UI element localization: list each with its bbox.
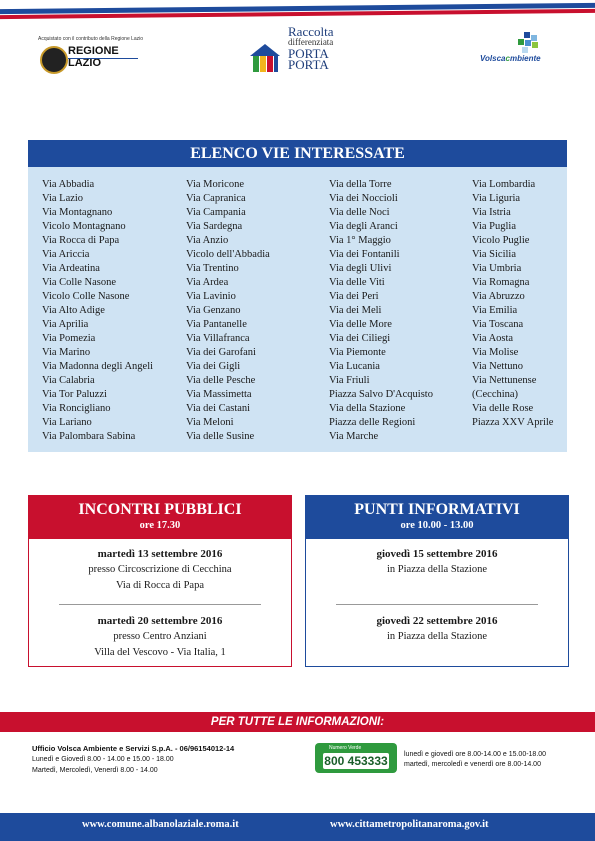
street-item: Via Genzano: [186, 305, 241, 316]
street-item: Via Lombardia: [472, 179, 536, 190]
street-item: Via Liguria: [472, 193, 521, 204]
street-item: Via Alto Adige: [42, 305, 105, 316]
streets-column-4: [472, 178, 553, 430]
street-item: Via Aprilia: [42, 319, 89, 330]
house-icon: [248, 42, 282, 74]
link-comune-url[interactable]: www.comune.albanolaziale.roma.it: [82, 819, 239, 830]
numero-verde-badge: [315, 743, 397, 773]
street-item: Via Abbadia: [42, 179, 95, 190]
street-item: Via Nettuno: [472, 361, 523, 372]
event-location: in Piazza della Stazione: [386, 631, 487, 642]
street-item: Via della Torre: [329, 179, 392, 190]
event-address: Villa del Vescovo - Via Italia, 1: [94, 647, 226, 658]
street-item: Via Toscana: [472, 319, 524, 330]
street-item: Via Sardegna: [186, 221, 243, 232]
volsca-ambiente-logo: [476, 32, 566, 80]
street-item: Via dei Ciliegi: [329, 333, 391, 344]
street-item: Via Anzio: [186, 235, 229, 246]
street-item: Via Ardeatina: [42, 263, 100, 274]
street-item: Via Nettunense: [472, 375, 537, 386]
street-item: Via degli Aranci: [329, 221, 398, 232]
street-item: Via dei Meli: [329, 305, 382, 316]
streets-column-3: [329, 178, 433, 444]
street-item: Piazza XXV Aprile: [472, 417, 554, 428]
event-date: martedì 20 settembre 2016: [97, 615, 223, 627]
streets-title: ELENCO VIE INTERESSATE: [28, 140, 567, 167]
street-item: Via dei Peri: [329, 291, 379, 302]
street-item: Via Lazio: [42, 193, 84, 204]
street-item: Via della Stazione: [329, 403, 406, 414]
street-item: Via Madonna degli Angeli: [42, 361, 154, 372]
street-item: Via Lucania: [329, 361, 380, 372]
street-item: Via Palombara Sabina: [42, 431, 136, 442]
street-item: Via 1° Maggio: [329, 235, 391, 246]
volsca-squares-icon: [514, 32, 544, 54]
street-item: Via Aosta: [472, 333, 514, 344]
volsca-wordmark: Volscacmbiente: [480, 54, 541, 63]
toll-free-number[interactable]: 800 453333: [324, 754, 388, 768]
regione-lazio-logo: [38, 36, 158, 86]
street-item: Via dei Noccioli: [329, 193, 398, 204]
street-item: Via Villafranca: [186, 333, 250, 344]
office-name-phone: Ufficio Volsca Ambiente e Servizi S.p.A. - 06/96154012-14: [32, 744, 235, 753]
lazio-emblem-icon: [40, 46, 68, 74]
street-item: Via Ariccia: [42, 249, 90, 260]
punti-informativi-panel: [305, 495, 569, 667]
street-item: Piazza Salvo D'Acquisto: [329, 389, 433, 400]
lazio-caption: Acquistato con il contributo della Regione Lazio: [38, 36, 144, 42]
street-item: Via Puglia: [472, 221, 516, 232]
rpp-line1: Raccolta: [288, 24, 334, 39]
office-hours-2: Martedì, Mercoledì, Venerdì 8.00 - 14.00: [32, 767, 158, 774]
street-item: Via degli Ulivi: [329, 263, 392, 274]
incontri-header: [29, 496, 291, 539]
street-item: Via Trentino: [186, 263, 239, 274]
street-item: Via Abruzzo: [472, 291, 525, 302]
street-item: Via Colle Nasone: [42, 277, 117, 288]
street-item: Via dei Castani: [186, 403, 251, 414]
streets-box: [28, 140, 567, 452]
street-item: Via Tor Paluzzi: [42, 389, 107, 400]
divider: [336, 604, 538, 605]
street-item: Via Roncigliano: [42, 403, 111, 414]
toll-free-hours: [404, 750, 546, 770]
street-item: Via Moricone: [186, 179, 244, 190]
street-item: Via Ardea: [186, 277, 229, 288]
street-item: Via Marche: [329, 431, 379, 442]
office-hours-1: Lunedì e Giovedì 8.00 - 14.00 e 15.00 - 18.00: [32, 756, 174, 763]
street-item: Vicolo Colle Nasone: [42, 291, 130, 302]
event-date: martedì 13 settembre 2016: [97, 548, 223, 560]
event-location: presso Centro Anziani: [113, 631, 207, 642]
street-item: Via delle Noci: [329, 207, 390, 218]
punti-event-2: [306, 613, 568, 645]
street-item: Via Massimetta: [186, 389, 252, 400]
event-address: Via di Rocca di Papa: [115, 580, 204, 591]
street-item: Via delle Viti: [329, 277, 385, 288]
hours-line-2: martedì, mercoledì e venerdì ore 8.00-14.00: [404, 761, 541, 768]
event-location: presso Circoscrizione di Cecchina: [88, 564, 232, 575]
street-item: Via Pantanelle: [186, 319, 247, 330]
rpp-line4: PORTA: [288, 57, 329, 72]
street-item: Via Montagnano: [42, 207, 113, 218]
top-stripe: [0, 0, 595, 22]
punti-header: [306, 496, 568, 539]
street-item: Via dei Fontanili: [329, 249, 400, 260]
street-item: Via delle More: [329, 319, 392, 330]
incontri-time: ore 17.30: [139, 520, 181, 531]
street-item: Vicolo Puglie: [472, 235, 530, 246]
street-item: Via dei Gigli: [186, 361, 241, 372]
info-bar: PER TUTTE LE INFORMAZIONI:: [0, 712, 595, 732]
punti-title: PUNTI INFORMATIVI: [354, 501, 520, 518]
incontri-event-2: [29, 613, 291, 661]
divider: [59, 604, 261, 605]
header: [0, 22, 595, 92]
incontri-pubblici-panel: [28, 495, 292, 667]
street-item: Via Rocca di Papa: [42, 235, 120, 246]
street-item: Via Lavinio: [186, 291, 236, 302]
street-item: Via Sicilia: [472, 249, 516, 260]
street-item: Via Umbria: [472, 263, 522, 274]
event-date: giovedì 15 settembre 2016: [376, 548, 498, 560]
punti-event-1: [306, 546, 568, 578]
footer: [0, 813, 595, 841]
street-item: Via Emilia: [472, 305, 518, 316]
office-contact: [32, 743, 234, 776]
street-item: Via Capranica: [186, 193, 246, 204]
rpp-line3: PORTA: [288, 46, 329, 61]
street-item: Via Molise: [472, 347, 519, 358]
streets-column-2: [186, 178, 270, 444]
street-item: Via Romagna: [472, 277, 530, 288]
link-citta-metropolitana-url[interactable]: www.cittametropolitanaroma.gov.it: [330, 819, 489, 830]
street-item: Via Calabria: [42, 375, 95, 386]
incontri-title: INCONTRI PUBBLICI: [78, 501, 242, 518]
street-item: Via Friuli: [329, 375, 370, 386]
street-item: (Cecchina): [472, 389, 519, 400]
street-item: Via Pomezia: [42, 333, 96, 344]
lazio-name: REGIONE LAZIO: [68, 45, 119, 69]
street-item: Vicolo dell'Abbadia: [186, 249, 270, 260]
rpp-line2: differenziata: [288, 37, 334, 47]
event-date: giovedì 22 settembre 2016: [376, 615, 498, 627]
street-item: Vicolo Montagnano: [42, 221, 126, 232]
raccolta-porta-porta-logo: [248, 26, 358, 82]
street-item: Via Campania: [186, 207, 246, 218]
street-item: Via Piemonte: [329, 347, 386, 358]
street-item: Via Meloni: [186, 417, 234, 428]
incontri-event-1: [29, 546, 291, 594]
street-item: Via Lariano: [42, 417, 92, 428]
event-location: in Piazza della Stazione: [386, 564, 487, 575]
street-item: Via Marino: [42, 347, 91, 358]
street-item: Via Istria: [472, 207, 511, 218]
street-item: Via dei Garofani: [186, 347, 256, 358]
punti-time: ore 10.00 - 13.00: [400, 520, 474, 531]
street-item: Via delle Rose: [472, 403, 534, 414]
hours-line-1: lunedì e giovedì ore 8.00-14.00 e 15.00-18.00: [404, 751, 547, 758]
streets-column-1: [42, 178, 153, 444]
street-item: Via delle Pesche: [186, 375, 256, 386]
street-item: Via delle Susine: [186, 431, 255, 442]
numero-verde-label: Numero Verde: [329, 745, 362, 751]
street-item: Piazza delle Regioni: [329, 417, 416, 428]
